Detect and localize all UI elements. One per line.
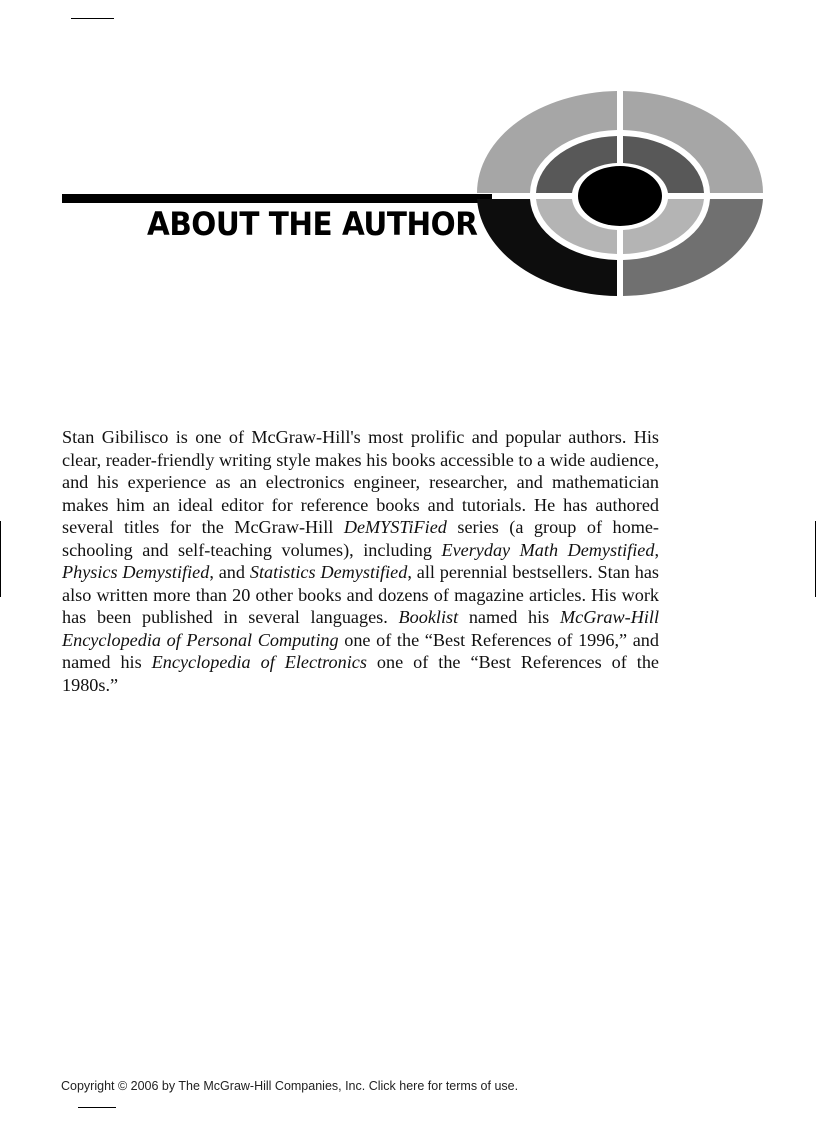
- bio-text: , and: [209, 562, 250, 582]
- book-title: McGraw-Hill Encyclopedia of Personal Computing: [62, 607, 659, 650]
- book-title: Physics Demystified: [62, 562, 210, 582]
- book-title: Statistics Demystified: [249, 562, 408, 582]
- bio-text: one of the “Best References of 1996,” and named his: [62, 629, 659, 672]
- bio-text: , all perennial bestsellers. Stan has also written more than 20 other books and dozens of magazine articles. His work has been published in several languages.: [62, 562, 659, 627]
- bio-text: named his: [458, 607, 560, 627]
- book-title: Encyclopedia of Electronics: [151, 652, 367, 672]
- crop-mark-left: [0, 521, 1, 597]
- copyright-text: Copyright © 2006 by The McGraw-Hill Companies, Inc.: [61, 1079, 369, 1093]
- book-title: Everyday Math Demystified: [441, 539, 655, 560]
- page-title: ABOUT THE AUTHOR: [147, 205, 478, 243]
- bio-text: ,: [654, 539, 659, 560]
- publication-title: Booklist: [398, 607, 459, 627]
- bio-text: series (a group of home-schooling and self-teaching volumes), including: [62, 517, 659, 560]
- crop-mark-top: [71, 18, 114, 19]
- header-rule: [62, 194, 492, 203]
- crop-mark-bottom: [78, 1107, 116, 1108]
- bio-text: one of the “Best References of the 1980s.”: [62, 652, 659, 695]
- target-emblem-icon: [470, 90, 770, 296]
- bio-text: Stan Gibilisco is one of McGraw-Hill's most prolific and popular authors. His clear, reader-friendly writing style makes his books accessible to a wide audience, and his experience as an electronics engineer, researcher, and mathematician makes him an ideal editor for reference books and tutorials. He has authored several titles for the McGraw-Hill: [62, 427, 659, 537]
- terms-of-use-link[interactable]: Click here for terms of use.: [368, 1079, 519, 1093]
- author-bio: [62, 426, 659, 696]
- copyright-footer: [61, 1079, 518, 1093]
- series-title: DeMYSTiFied: [343, 517, 447, 537]
